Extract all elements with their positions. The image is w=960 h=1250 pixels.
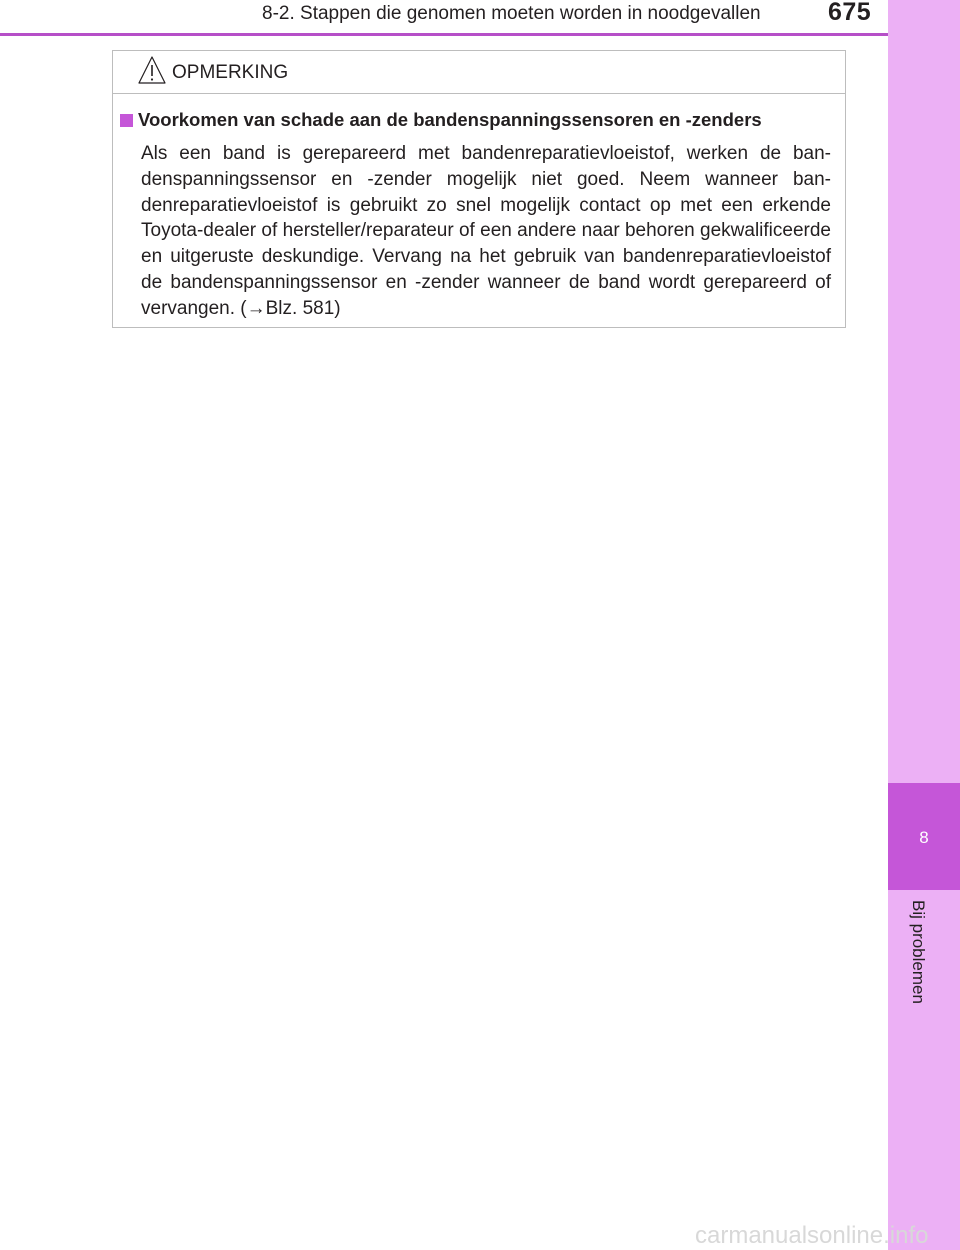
notice-header	[113, 51, 845, 94]
warning-triangle-icon	[137, 55, 167, 85]
side-strip	[888, 0, 960, 1250]
section-label: Bij problemen	[909, 900, 928, 1004]
watermark: carmanualsonline.info	[695, 1222, 929, 1249]
header-rule	[0, 33, 888, 36]
bullet-square-icon	[120, 114, 133, 127]
notice-box	[112, 50, 846, 328]
page-number: 675	[828, 0, 872, 26]
section-number: 8	[919, 828, 929, 847]
notice-text: Als een band is gerepareerd met bandenreparatievloeistof, werken de bandenspanningssensor en -zender mogelijk niet goed. Neem wanneer bandenreparatievloeistof is gebruikt zo snel mogelijk contact op met een erkende Toyota-dealer of hersteller/reparateur of een andere naar behoren gekwalificeerde en uitgeruste deskundige. Vervang na het gebruik van bandenreparatievloeistof de bandenspanningssensor en -zender wanneer de band wordt gerepareerd of vervangen. (→Blz. 581)	[141, 143, 831, 319]
notice-heading: Voorkomen van schade aan de bandenspanningssensoren en -zenders	[138, 109, 762, 130]
notice-title: OPMERKING	[172, 62, 289, 83]
page-header-title: 8-2. Stappen die genomen moeten worden in noodgevallen	[262, 3, 761, 24]
